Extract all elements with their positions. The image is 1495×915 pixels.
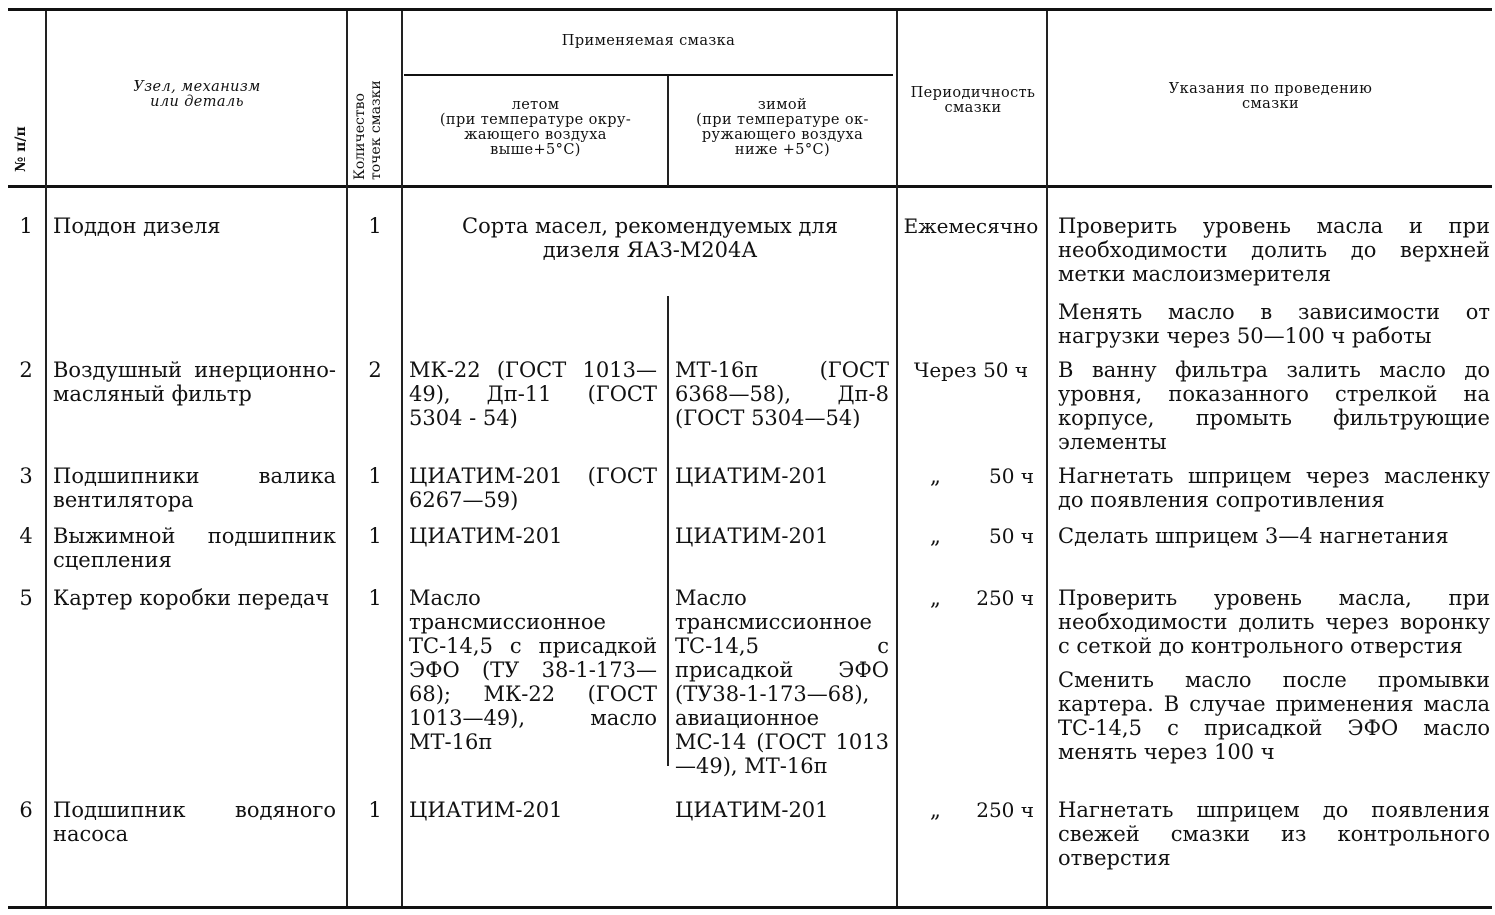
col-divider-6 (1046, 11, 1048, 906)
row-6-node: Подшипник водяного насоса (53, 798, 336, 846)
header-col-winter (669, 98, 896, 158)
col-divider-1 (45, 11, 47, 906)
header-col-points-line-1: Количество (352, 93, 368, 180)
col-divider-2 (346, 11, 348, 906)
row-4-period-mark: „ (930, 524, 941, 548)
header-bottom-rule (8, 185, 1492, 188)
row-1-num: 1 (19, 214, 33, 238)
header-summer-line-4: выше+5°С) (490, 142, 581, 158)
row-5-period-value: 250 ч (976, 586, 1034, 610)
row-5-node: Картер коробки передач (53, 586, 330, 610)
bottom-rule (8, 906, 1492, 909)
header-winter-line-3: ружающего воздуха (701, 127, 864, 143)
row-6-winter: ЦИАТИМ-201 (675, 798, 829, 822)
row-6-summer: ЦИАТИМ-201 (409, 798, 563, 822)
header-col-lubricant: Применяемая смазка (561, 33, 736, 49)
top-rule (8, 8, 1492, 11)
row-3-period-value: 50 ч (988, 464, 1034, 488)
header-col-node-line-2: или деталь (150, 94, 244, 110)
row-5-summer: Масло трансмиссионное ТС-14,5 с присадкой ЭФО (ТУ 38-1-173—68); МК-22 (ГОСТ 1013—49), масло МТ-16п (409, 586, 657, 754)
header-period-line-1: Периодичность (910, 85, 1036, 101)
lubricant-subheader-rule (404, 74, 893, 76)
row-3-node: Подшипники валика вентилятора (53, 464, 336, 512)
row-4-instruction: Сделать шприцем 3—4 нагнетания (1058, 524, 1449, 548)
row-3-num: 3 (19, 464, 33, 488)
header-col-num: № п/п (13, 126, 29, 172)
header-instructions-line-1: Указания по проведению (1168, 81, 1373, 97)
row-5-instruction-1: Проверить уровень масла, при необходимости долить через воронку с сеткой до контрольного отверстия (1058, 586, 1490, 658)
row-2-winter: МТ-16п (ГОСТ 6368—58), Дп-8 (ГОСТ 5304—54) (675, 358, 889, 430)
col-divider-4-body (667, 296, 669, 766)
row-4-points: 1 (368, 524, 382, 548)
row-4-period-value: 50 ч (988, 524, 1034, 548)
row-4-winter: ЦИАТИМ-201 (675, 524, 829, 548)
header-winter-line-4: ниже +5°С) (734, 142, 831, 158)
row-4-num: 4 (19, 524, 33, 548)
row-3-instruction: Нагнетать шприцем через масленку до появления сопротивления (1058, 464, 1490, 512)
header-col-node-line-1: Узел, механизм (133, 79, 261, 95)
header-summer-line-1: летом (511, 97, 560, 113)
row-5-points: 1 (368, 586, 382, 610)
row-2-points: 2 (368, 358, 382, 382)
row-2-period: Через 50 ч (913, 358, 1029, 382)
header-summer-line-2: (при температуре окру- (439, 112, 632, 128)
row-1-points: 1 (368, 214, 382, 238)
header-winter-line-2: (при температуре ок- (696, 112, 869, 128)
row-5-period-mark: „ (930, 586, 941, 610)
row-2-summer: МК-22 (ГОСТ 1013—49), Дп-11 (ГОСТ 5304 - 54) (409, 358, 657, 430)
row-6-period-value: 250 ч (976, 798, 1034, 822)
row-3-points: 1 (368, 464, 382, 488)
row-2-node: Воздушный инерционно-масляный фильтр (53, 358, 336, 406)
header-summer-line-3: жающего воздуха (464, 127, 607, 143)
row-2-instruction: В ванну фильтра залить масло до уровня, показанного стрелкой на корпусе, промыть фильтрующие элементы (1058, 358, 1490, 454)
row-1-instruction-2: Менять масло в зависимости от нагрузки через 50—100 ч работы (1058, 300, 1490, 348)
row-1-period: Ежемесячно (903, 214, 1039, 238)
header-winter-line-1: зимой (757, 97, 808, 113)
row-5-num: 5 (19, 586, 33, 610)
row-6-period-mark: „ (930, 798, 941, 822)
header-col-instructions (1049, 82, 1492, 112)
header-instructions-line-2: смазки (1241, 96, 1300, 112)
header-col-points (352, 80, 384, 180)
row-5-instruction-2: Сменить масло после промывки картера. В случае применения масла ТС-14,5 с присадкой ЭФО масло менять через 100 ч (1058, 668, 1490, 764)
row-2-num: 2 (19, 358, 33, 382)
header-col-period (898, 86, 1048, 116)
row-1-lubricant-merged: Сорта масел, рекомендуемых для дизеля ЯАЗ-М204А (462, 214, 838, 262)
header-col-node (48, 80, 346, 110)
col-divider-3 (401, 11, 403, 906)
row-6-points: 1 (368, 798, 382, 822)
row-1-instruction-1: Проверить уровень масла и при необходимости долить до верхней метки маслоизмерителя (1058, 214, 1490, 286)
header-period-line-2: смазки (944, 100, 1002, 116)
header-col-points-line-2: точек смазки (368, 80, 384, 180)
row-3-winter: ЦИАТИМ-201 (675, 464, 829, 488)
row-4-summer: ЦИАТИМ-201 (409, 524, 563, 548)
row-5-winter: Масло трансмиссионное ТС-14,5 с присадкой ЭФО (ТУ38-1-173—68), авиационное МС-14 (ГОСТ 1013—49), МТ-16п (675, 586, 889, 778)
row-4-node: Выжимной подшипник сцепления (53, 524, 336, 572)
row-3-period-mark: „ (930, 464, 941, 488)
row-6-instruction: Нагнетать шприцем до появления свежей смазки из контрольного отверстия (1058, 798, 1490, 870)
row-1-node: Поддон дизеля (53, 214, 221, 238)
header-col-summer (404, 98, 667, 158)
row-3-summer: ЦИАТИМ-201 (ГОСТ 6267—59) (409, 464, 657, 512)
row-6-num: 6 (19, 798, 33, 822)
col-divider-5 (896, 11, 898, 906)
